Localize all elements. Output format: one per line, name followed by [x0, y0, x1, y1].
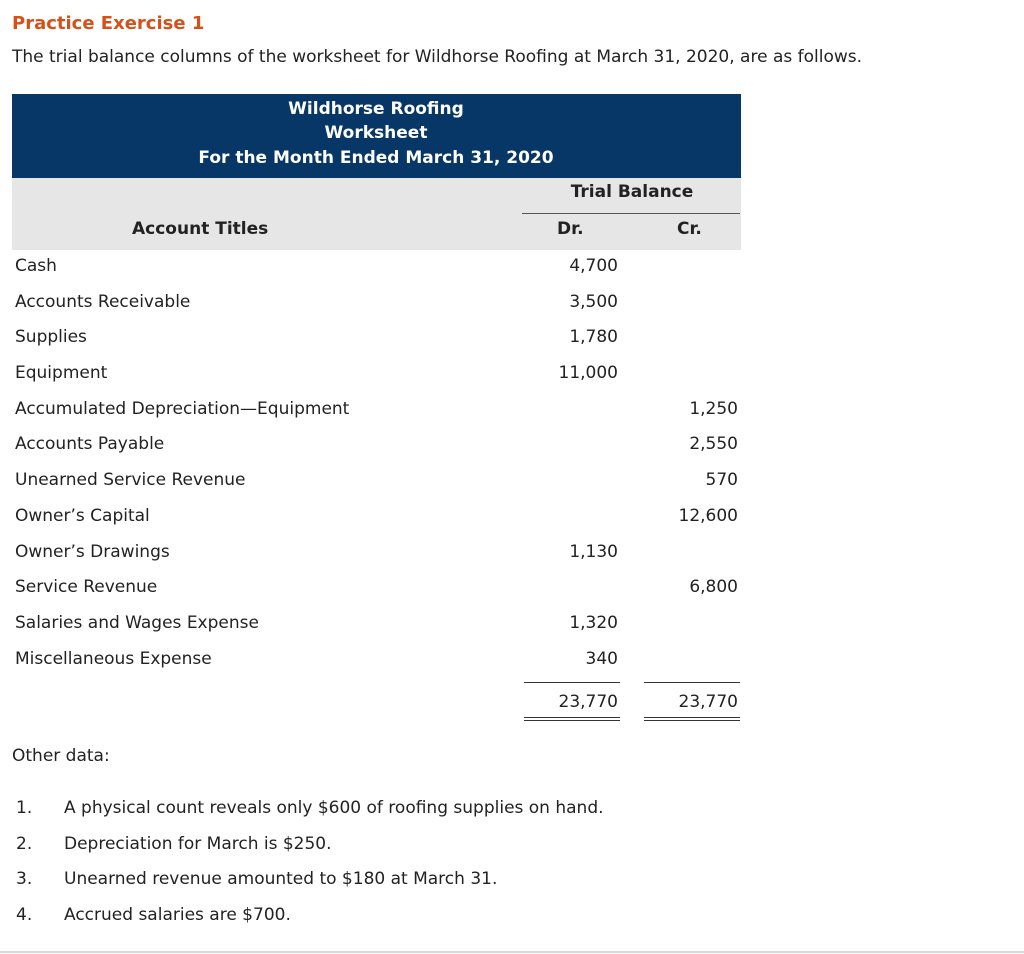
credit-total-rule [644, 682, 740, 683]
table-row [12, 571, 741, 607]
account-titles-header: Account Titles [132, 219, 269, 239]
debit-total: 23,770 [558, 692, 618, 713]
debit-amount: 1,780 [569, 327, 618, 348]
worksheet-title: Worksheet [324, 123, 428, 143]
worksheet-table [12, 94, 741, 723]
table-row [12, 250, 741, 286]
company-name: Wildhorse Roofing [288, 99, 464, 119]
table-row [12, 428, 741, 464]
debit-amount: 1,320 [569, 612, 618, 633]
debit-amount: 4,700 [569, 256, 618, 276]
list-text: A physical count reveals only $600 of roofing supplies on hand. [64, 798, 604, 818]
debit-amount: 1,130 [569, 541, 618, 562]
worksheet-period: For the Month Ended March 31, 2020 [198, 148, 554, 168]
credit-double-rule-1 [644, 717, 740, 718]
list-number: 1. [16, 798, 33, 818]
account-name: Salaries and Wages Expense [15, 612, 259, 633]
other-data-label: Other data: [12, 746, 110, 766]
debit-total-rule [524, 682, 620, 683]
account-name: Accounts Payable [15, 434, 165, 455]
account-name: Supplies [15, 327, 87, 348]
credit-double-rule-2 [644, 720, 740, 721]
credit-amount: 570 [705, 470, 738, 491]
list-text: Accrued salaries are $700. [64, 905, 291, 926]
debit-amount: 3,500 [569, 291, 618, 312]
list-number: 2. [16, 833, 33, 854]
list-text: Unearned revenue amounted to $180 at March 31. [64, 869, 498, 890]
credit-header: Cr. [677, 219, 702, 239]
debit-amount: 340 [585, 648, 618, 669]
totals-row [12, 678, 741, 723]
list-number: 4. [16, 905, 33, 926]
account-name: Accounts Receivable [15, 291, 191, 312]
bottom-divider [0, 951, 1024, 953]
account-name: Unearned Service Revenue [15, 470, 246, 491]
debit-amount: 11,000 [558, 363, 618, 384]
table-row [12, 286, 741, 322]
table-row [12, 357, 741, 393]
credit-amount: 2,550 [689, 434, 738, 455]
credit-amount: 6,800 [689, 577, 738, 598]
account-name: Cash [15, 256, 57, 276]
worksheet-header [12, 94, 741, 178]
table-row [12, 607, 741, 643]
table-row [12, 536, 741, 572]
debit-header: Dr. [557, 219, 584, 239]
exercise-heading: Practice Exercise 1 [12, 13, 205, 34]
table-row [12, 464, 741, 500]
credit-amount: 12,600 [678, 505, 738, 526]
debit-double-rule-2 [524, 720, 620, 721]
account-name: Equipment [15, 363, 108, 384]
table-row [12, 500, 741, 536]
account-name: Owner’s Capital [15, 505, 150, 526]
account-name: Miscellaneous Expense [15, 648, 212, 669]
trial-balance-underline [522, 213, 740, 214]
trial-balance-header: Trial Balance [570, 182, 694, 202]
table-row [12, 643, 741, 679]
account-name: Service Revenue [15, 577, 158, 598]
debit-double-rule-1 [524, 717, 620, 718]
column-headers [12, 178, 741, 250]
account-name: Accumulated Depreciation—Equipment [15, 398, 350, 419]
credit-amount: 1,250 [689, 398, 738, 419]
intro-text: The trial balance columns of the worksheet for Wildhorse Roofing at March 31, 2020, are as follows. [12, 47, 863, 67]
table-row [12, 321, 741, 357]
list-number: 3. [16, 869, 33, 890]
table-row [12, 393, 741, 429]
credit-total: 23,770 [678, 692, 738, 713]
account-name: Owner’s Drawings [15, 541, 170, 562]
account-rows [12, 250, 741, 678]
list-text: Depreciation for March is $250. [64, 833, 332, 854]
